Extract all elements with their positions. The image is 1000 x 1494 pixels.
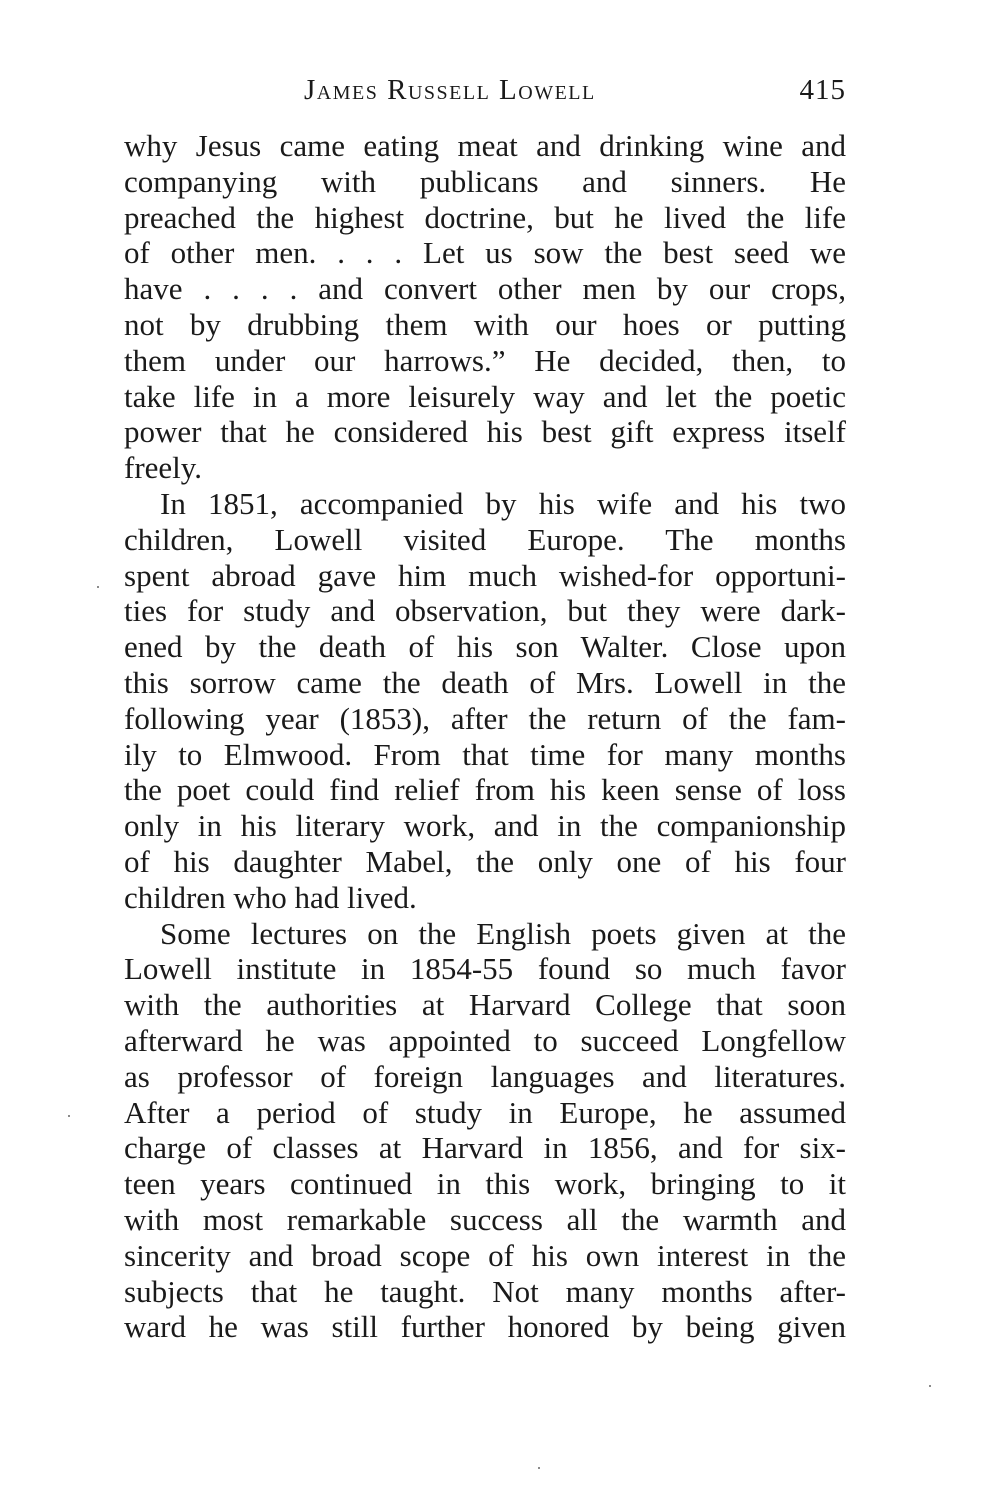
text-line: of other men. . . . Let us sow the best seed we <box>124 235 846 271</box>
text-line: only in his literary work, and in the companionship <box>124 808 846 844</box>
text-line: ward he was still further honored by being given <box>124 1309 846 1345</box>
text-line: sincerity and broad scope of his own interest in the <box>124 1237 846 1273</box>
text-line: ened by the death of his son Walter. Close upon <box>124 629 846 665</box>
text-line: ties for study and observation, but they were dark- <box>124 593 846 629</box>
text-line: spent abroad gave him much wished-for opportuni- <box>124 557 846 593</box>
page-header <box>124 74 846 114</box>
text-line: subjects that he taught. Not many months after- <box>124 1273 846 1309</box>
text-line: ily to Elmwood. From that time for many months <box>124 736 846 772</box>
paragraph <box>124 916 846 1346</box>
text-line: children, Lowell visited Europe. The months <box>124 521 846 557</box>
scan-speck <box>68 1115 70 1117</box>
text-line: Lowell institute in 1854-55 found so much favor <box>124 951 846 987</box>
text-line: have . . . . and convert other men by our crops, <box>124 271 846 307</box>
text-line: teen years continued in this work, bringing to it <box>124 1166 846 1202</box>
text-line: preached the highest doctrine, but he lived the life <box>124 199 846 235</box>
text-line: of his daughter Mabel, the only one of his four <box>124 843 846 879</box>
text-line: children who had lived. <box>124 879 417 915</box>
text-line: In 1851, accompanied by his wife and his two <box>160 485 846 521</box>
text-line: not by drubbing them with our hoes or putting <box>124 306 846 342</box>
scan-speck <box>538 1467 540 1469</box>
text-line: Some lectures on the English poets given at the <box>160 915 846 951</box>
text-line: afterward he was appointed to succeed Longfellow <box>124 1022 846 1058</box>
text-line: freely. <box>124 450 203 486</box>
text-line: following year (1853), after the return of the fam- <box>124 700 846 736</box>
text-line: as professor of foreign languages and literatures. <box>124 1058 846 1094</box>
text-line: them under our harrows.” He decided, then, to <box>124 342 846 378</box>
body-text <box>124 128 846 1345</box>
paragraph <box>124 486 846 916</box>
text-line: charge of classes at Harvard in 1856, and for six- <box>124 1130 846 1166</box>
text-line: with most remarkable success all the warmth and <box>124 1201 846 1237</box>
scan-speck <box>929 1385 931 1387</box>
text-line: the poet could find relief from his keen sense of loss <box>124 772 846 808</box>
text-line: companying with publicans and sinners. He <box>124 163 846 199</box>
text-line: this sorrow came the death of Mrs. Lowell in the <box>124 664 846 700</box>
text-line: with the authorities at Harvard College that soon <box>124 987 846 1023</box>
running-title: James Russell Lowell <box>304 74 596 106</box>
text-line: power that he considered his best gift express itself <box>124 414 846 450</box>
paragraph <box>124 128 846 486</box>
text-line: take life in a more leisurely way and let the poetic <box>124 378 846 414</box>
text-line: why Jesus came eating meat and drinking wine and <box>124 128 846 163</box>
text-line: After a period of study in Europe, he assumed <box>124 1094 846 1130</box>
page-number: 415 <box>799 74 846 106</box>
scan-speck <box>97 586 99 588</box>
